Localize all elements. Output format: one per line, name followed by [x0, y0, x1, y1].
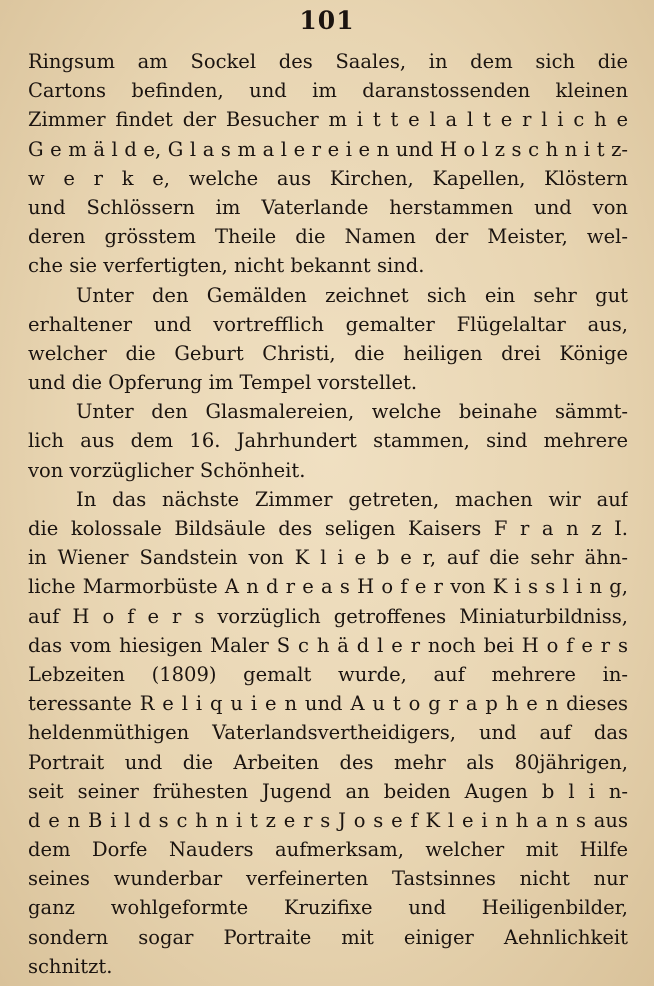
- page-number: 101: [299, 6, 355, 35]
- text-line: In das nächste Zimmer getreten, machen wir auf: [76, 487, 628, 511]
- text-line: und Schlössern im Vaterlande herstammen und von: [28, 195, 628, 219]
- text-line: Unter den Glasmalereien, welche beinahe sämmt-: [76, 400, 628, 424]
- text-line: Portrait und die Arbeiten des mehr als 80jährigen,: [28, 750, 628, 774]
- text-line: schnitzt.: [28, 954, 113, 978]
- text-line: deren grösstem Theile die Namen der Meister, wel-: [28, 225, 628, 249]
- text-line: ganz wohlgeformte Kruzifixe und Heiligenbilder,: [28, 896, 628, 920]
- text-line: sondern sogar Portraite mit einiger Aehnlichkeit: [28, 925, 628, 949]
- text-line: d e n B i l d s c h n i t z e r s J o s e f K l e i n h a n s aus: [28, 808, 628, 832]
- text-line: auf H o f e r s vorzüglich getroffenes Miniaturbildniss,: [28, 604, 628, 628]
- text-line: teressante R e l i q u i e n und A u t o g r a p h e n dieses: [28, 692, 628, 716]
- text-line: seines wunderbar verfeinerten Tastsinnes nicht nur: [28, 867, 628, 891]
- text-line: Zimmer findet der Besucher m i t t e l a l t e r l i c h e: [28, 108, 628, 132]
- text-line: lich aus dem 16. Jahrhundert stammen, sind mehrere: [28, 429, 628, 453]
- text-line: Lebzeiten (1809) gemalt wurde, auf mehrere in-: [28, 662, 628, 686]
- body-text: [28, 47, 628, 981]
- text-line: che sie verfertigten, nicht bekannt sind.: [28, 254, 425, 278]
- text-line: heldenmüthigen Vaterlandsvertheidigers, und auf das: [28, 721, 628, 745]
- text-line: G e m ä l d e, G l a s m a l e r e i e n und H o l z s c h n i t z-: [28, 137, 628, 161]
- text-line: dem Dorfe Nauders aufmerksam, welcher mit Hilfe: [28, 838, 628, 862]
- text-line: das vom hiesigen Maler S c h ä d l e r noch bei H o f e r s: [28, 633, 628, 657]
- text-line: und die Opferung im Tempel vorstellet.: [28, 371, 418, 395]
- text-line: w e r k e, welche aus Kirchen, Kapellen, Klöstern: [28, 166, 628, 190]
- text-line: Cartons befinden, und im daranstossenden kleinen: [28, 79, 628, 103]
- text-line: in Wiener Sandstein von K l i e b e r, auf die sehr ähn-: [28, 546, 628, 570]
- text-line: von vorzüglicher Schönheit.: [28, 458, 306, 482]
- text-line: welcher die Geburt Christi, die heiligen drei Könige: [28, 341, 628, 365]
- text-line: seit seiner frühesten Jugend an beiden Augen b l i n-: [28, 779, 628, 803]
- text-line: Ringsum am Sockel des Saales, in dem sich die: [28, 50, 628, 73]
- text-line: erhaltener und vortrefflich gemalter Flügelaltar aus,: [28, 312, 628, 336]
- text-line: Unter den Gemälden zeichnet sich ein sehr gut: [76, 283, 628, 307]
- text-line: liche Marmorbüste A n d r e a s H o f e r von K i s s l i n g,: [28, 575, 628, 599]
- text-line: die kolossale Bildsäule des seligen Kaisers F r a n z I.: [28, 517, 628, 540]
